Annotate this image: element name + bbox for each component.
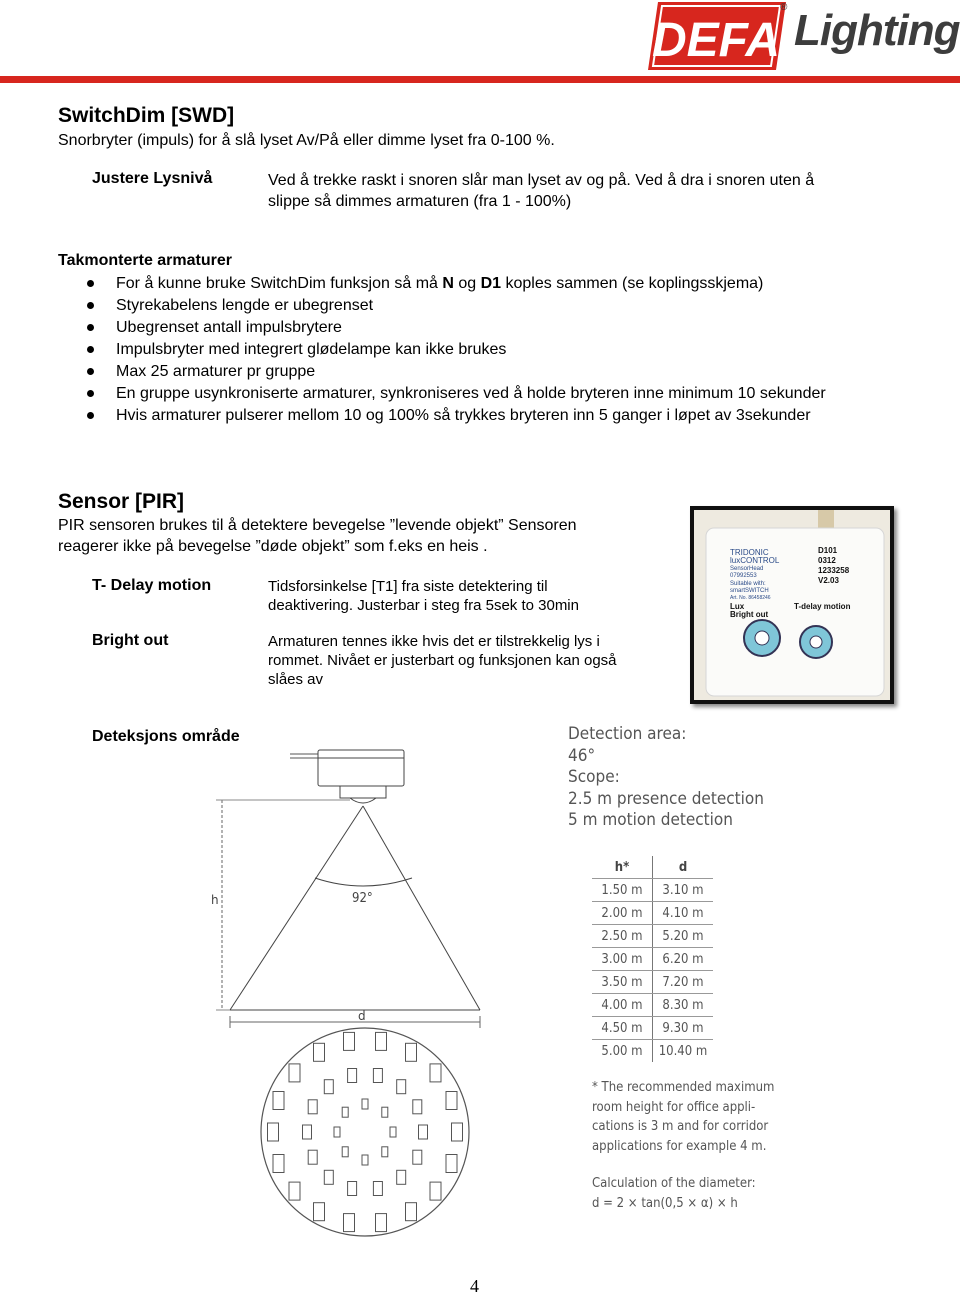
sensor-photo bbox=[690, 506, 894, 704]
photo-brand1: TRIDONIC bbox=[730, 548, 769, 557]
table-row: 3.00 m 6.20 m bbox=[592, 948, 713, 971]
justere-lysniva-label: Justere Lysnivå bbox=[92, 170, 213, 187]
bright-out-line1: Armaturen tennes ikke hvis det er tilstrekkelig lys i bbox=[268, 633, 600, 650]
detection-zone bbox=[446, 1092, 457, 1110]
sensor-body-icon bbox=[694, 510, 890, 700]
table-header-h: h* bbox=[592, 856, 653, 879]
detection-zone bbox=[324, 1080, 333, 1094]
detection-area-title: Detection area: bbox=[568, 724, 687, 744]
detection-presence: 2.5 m presence detection bbox=[568, 788, 764, 809]
detection-zone bbox=[413, 1150, 422, 1164]
detection-zone bbox=[373, 1182, 382, 1196]
t-delay-line2: deaktivering. Justerbar i steg fra 5sek to 30min bbox=[268, 597, 579, 614]
sensor-intro-line2: reagerer ikke på bevegelse ”døde objekt” som f.eks en heis . bbox=[58, 538, 488, 555]
photo-line1: SensorHead bbox=[730, 566, 764, 572]
diagram-angle-label: 92° bbox=[352, 891, 373, 906]
list-item: En gruppe usynkroniserte armaturer, synkroniseres ved å holde bryteren inne minimum 10 sekunder bbox=[58, 383, 856, 404]
takmonterte-heading: Takmonterte armaturer bbox=[58, 252, 232, 269]
table-header-d: d bbox=[653, 856, 714, 879]
table-row: 2.00 m 4.10 m bbox=[592, 902, 713, 925]
list-item: Styrekabelens lengde er ubegrenset bbox=[58, 295, 918, 316]
table-header-row bbox=[592, 856, 713, 879]
list-item: Ubegrenset antall impulsbrytere bbox=[58, 317, 918, 338]
detection-zone bbox=[273, 1092, 284, 1110]
detection-zone bbox=[273, 1155, 284, 1173]
sensor-intro bbox=[58, 515, 678, 557]
diameter-calculation bbox=[592, 1174, 756, 1213]
note-line1: * The recommended maximum bbox=[592, 1080, 775, 1095]
photo-line4: smartSWITCH bbox=[730, 588, 769, 594]
lighting-wordmark: Lighting bbox=[794, 6, 960, 55]
table-row: 4.00 m 8.30 m bbox=[592, 994, 713, 1017]
justere-desc-line1: Ved å trekke raskt i snoren slår man lyset av og på. Ved å dra i snoren uten å bbox=[268, 172, 815, 189]
header-red-bar bbox=[0, 76, 960, 83]
height-diameter-table bbox=[592, 856, 713, 1062]
defa-logo-text: DEFA bbox=[651, 14, 781, 67]
defa-lighting-logo bbox=[648, 2, 960, 74]
bright-out-label: Bright out bbox=[92, 632, 169, 649]
deteksjons-omrade-label: Deteksjons område bbox=[92, 728, 240, 745]
photo-code3: 1233258 bbox=[818, 566, 850, 575]
diagram-h-label: h bbox=[211, 893, 219, 907]
detection-zone bbox=[308, 1100, 317, 1114]
list-item: Hvis armaturer pulserer mellom 10 og 100% så trykkes bryteren inn 5 ganger i løpet av 3sekunder bbox=[58, 405, 918, 426]
detection-zone bbox=[397, 1170, 406, 1184]
page-number: 4 bbox=[470, 1276, 479, 1296]
table-row: 4.50 m 9.30 m bbox=[592, 1017, 713, 1040]
detection-motion: 5 m motion detection bbox=[568, 810, 733, 830]
detection-zone bbox=[348, 1069, 357, 1083]
table-row: 1.50 m 3.10 m bbox=[592, 879, 713, 902]
detection-zone bbox=[342, 1107, 348, 1117]
detection-zone bbox=[314, 1043, 325, 1061]
photo-lux: Lux bbox=[730, 602, 745, 611]
switchdim-subtitle: Snorbryter (impuls) for å slå lyset Av/På eller dimme lyset fra 0-100 %. bbox=[58, 132, 555, 149]
t-delay-line1: Tidsforsinkelse [T1] fra siste detektering til bbox=[268, 578, 548, 595]
detection-zone bbox=[413, 1100, 422, 1114]
bright-out-description bbox=[268, 632, 617, 689]
detection-zone bbox=[344, 1214, 355, 1232]
detection-zone bbox=[362, 1155, 368, 1165]
note-line2: room height for office appli- bbox=[592, 1099, 756, 1115]
detection-spec-text bbox=[568, 724, 764, 832]
recommendation-note bbox=[592, 1078, 774, 1156]
detection-zone bbox=[373, 1069, 382, 1083]
photo-t-delay: T-delay motion bbox=[794, 602, 851, 611]
table-row: 3.50 m 7.20 m bbox=[592, 971, 713, 994]
detection-zone bbox=[382, 1147, 388, 1157]
detection-zone bbox=[362, 1099, 368, 1109]
list-item: Impulsbryter med integrert glødelampe kan ikke brukes bbox=[58, 339, 918, 360]
detection-zone bbox=[406, 1043, 417, 1061]
detection-zone bbox=[376, 1032, 387, 1050]
list-item: For å kunne bruke SwitchDim funksjon så må N og D1 koples sammen (se koplingsskjema) bbox=[58, 273, 918, 294]
detection-zone bbox=[390, 1127, 396, 1137]
table-row: 5.00 m 10.40 m bbox=[592, 1040, 713, 1063]
detection-zone bbox=[348, 1182, 357, 1196]
photo-brand2: luxCONTROL bbox=[730, 556, 780, 565]
detection-zone bbox=[324, 1170, 333, 1184]
detection-zone bbox=[406, 1203, 417, 1221]
detection-zone bbox=[344, 1032, 355, 1050]
detection-zone bbox=[446, 1155, 457, 1173]
photo-code2: 0312 bbox=[818, 556, 836, 565]
calc-line2: d = 2 × tan(0,5 × α) × h bbox=[592, 1195, 738, 1211]
detection-zone bbox=[289, 1182, 300, 1200]
photo-line2: 07992553 bbox=[730, 573, 757, 579]
switchdim-title: SwitchDim [SWD] bbox=[58, 104, 235, 127]
detection-zone bbox=[289, 1064, 300, 1082]
detection-zone bbox=[430, 1064, 441, 1082]
photo-code4: V2.03 bbox=[818, 576, 839, 585]
calc-line1: Calculation of the diameter: bbox=[592, 1176, 756, 1191]
table-row: 2.50 m 5.20 m bbox=[592, 925, 713, 948]
detection-scope-title: Scope: bbox=[568, 767, 620, 787]
photo-bright-out: Bright out bbox=[730, 610, 769, 619]
photo-code1: D101 bbox=[818, 546, 838, 555]
bright-out-line3: slåes av bbox=[268, 671, 324, 688]
detection-zone bbox=[308, 1150, 317, 1164]
detection-zone bbox=[314, 1203, 325, 1221]
t-delay-label: T- Delay motion bbox=[92, 577, 212, 594]
takmonterte-list bbox=[58, 273, 918, 427]
detection-zone bbox=[452, 1123, 463, 1141]
diagram-d-label: d bbox=[358, 1009, 366, 1023]
detection-cone-diagram bbox=[200, 742, 500, 1247]
note-line3: cations is 3 m and for corridor bbox=[592, 1119, 769, 1134]
detection-zone bbox=[419, 1125, 428, 1139]
registered-mark: ® bbox=[780, 2, 788, 13]
bright-out-line2: rommet. Nivået er justerbart og funksjonen kan også bbox=[268, 652, 617, 669]
detection-zone bbox=[303, 1125, 312, 1139]
detection-zone bbox=[376, 1214, 387, 1232]
detection-zone bbox=[382, 1107, 388, 1117]
justere-lysniva-description bbox=[268, 170, 908, 212]
detection-zone bbox=[334, 1127, 340, 1137]
detection-zone bbox=[397, 1080, 406, 1094]
detection-zone bbox=[342, 1147, 348, 1157]
photo-line3: Suitable with: bbox=[730, 581, 766, 587]
list-item: Max 25 armaturer pr gruppe bbox=[58, 361, 918, 382]
note-line4: applications for example 4 m. bbox=[592, 1138, 767, 1154]
defa-logo-icon bbox=[648, 2, 786, 70]
detection-zone bbox=[430, 1182, 441, 1200]
photo-line5: Art. No. 86458246 bbox=[730, 595, 771, 601]
sensor-title: Sensor [PIR] bbox=[58, 490, 185, 513]
t-delay-description bbox=[268, 577, 579, 615]
sensor-intro-line1: PIR sensoren brukes til å detektere bevegelse ”levende objekt” Sensoren bbox=[58, 517, 577, 534]
detection-zone bbox=[268, 1123, 279, 1141]
detection-angle: 46° bbox=[568, 745, 596, 766]
justere-desc-line2: slippe så dimmes armaturen (fra 1 - 100%) bbox=[268, 193, 572, 210]
